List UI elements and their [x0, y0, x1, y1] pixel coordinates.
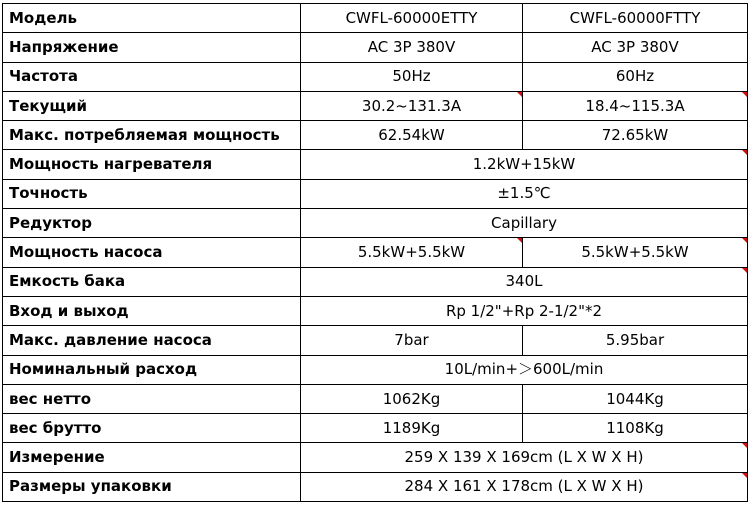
value-frequency-ftty: 60Hz — [523, 62, 748, 91]
comment-marker — [742, 92, 747, 97]
table-row — [3, 443, 748, 472]
value-inlet-outlet: Rp 1/2"+Rp 2-1/2"*2 — [301, 296, 748, 325]
table-row — [3, 326, 748, 355]
value-heater-power: 1.2kW+15kW — [301, 150, 748, 179]
table-row — [3, 150, 748, 179]
value-pump-power-etty: 5.5kW+5.5kW — [301, 238, 523, 267]
row-label: вес брутто — [3, 414, 301, 443]
comment-marker — [517, 92, 522, 97]
comment-marker — [742, 150, 747, 155]
table-row — [3, 355, 748, 384]
value-rated-flow: 10L/min+＞600L/min — [301, 355, 748, 384]
value-model-etty: CWFL-60000ETTY — [301, 4, 523, 33]
table-row — [3, 209, 748, 238]
value-voltage-etty: AC 3P 380V — [301, 33, 523, 62]
value-package-dimensions: 284 X 161 X 178cm (L X W X H) — [301, 472, 748, 501]
table-row — [3, 414, 748, 443]
comment-marker — [742, 443, 747, 448]
comment-marker — [742, 473, 747, 478]
table-row — [3, 33, 748, 62]
value-accuracy: ±1.5℃ — [301, 179, 748, 208]
comment-marker — [742, 238, 747, 243]
table-row — [3, 472, 748, 501]
value-max-pump-pressure-ftty: 5.95bar — [523, 326, 748, 355]
value-dimensions: 259 X 139 X 169cm (L X W X H) — [301, 443, 748, 472]
value-net-weight-etty: 1062Kg — [301, 384, 523, 413]
row-label: Напряжение — [3, 33, 301, 62]
row-label: Вход и выход — [3, 296, 301, 325]
row-label: Редуктор — [3, 209, 301, 238]
row-label: Частота — [3, 62, 301, 91]
comment-marker — [742, 268, 747, 273]
row-label: Текущий — [3, 91, 301, 120]
row-label: Макс. потребляемая мощность — [3, 121, 301, 150]
row-label: Мощность нагревателя — [3, 150, 301, 179]
row-label: Измерение — [3, 443, 301, 472]
value-max-power-etty: 62.54kW — [301, 121, 523, 150]
specification-table — [2, 3, 748, 502]
table-row — [3, 62, 748, 91]
row-label: Размеры упаковки — [3, 472, 301, 501]
row-label: Макс. давление насоса — [3, 326, 301, 355]
comment-marker — [517, 238, 522, 243]
row-label: Емкость бака — [3, 267, 301, 296]
value-net-weight-ftty: 1044Kg — [523, 384, 748, 413]
table-row — [3, 267, 748, 296]
table-row — [3, 91, 748, 120]
row-label: вес нетто — [3, 384, 301, 413]
value-frequency-etty: 50Hz — [301, 62, 523, 91]
value-current-ftty: 18.4~115.3A — [523, 91, 748, 120]
row-label: Модель — [3, 4, 301, 33]
value-reducer: Capillary — [301, 209, 748, 238]
table-row — [3, 238, 748, 267]
value-gross-weight-etty: 1189Kg — [301, 414, 523, 443]
value-pump-power-ftty: 5.5kW+5.5kW — [523, 238, 748, 267]
table-row — [3, 121, 748, 150]
row-label: Мощность насоса — [3, 238, 301, 267]
value-voltage-ftty: AC 3P 380V — [523, 33, 748, 62]
table-row — [3, 179, 748, 208]
value-max-pump-pressure-etty: 7bar — [301, 326, 523, 355]
row-label: Точность — [3, 179, 301, 208]
value-max-power-ftty: 72.65kW — [523, 121, 748, 150]
row-label: Номинальный расход — [3, 355, 301, 384]
table-row — [3, 4, 748, 33]
value-tank-capacity: 340L — [301, 267, 748, 296]
table-row — [3, 384, 748, 413]
table-row — [3, 296, 748, 325]
value-model-ftty: CWFL-60000FTTY — [523, 4, 748, 33]
value-current-etty: 30.2~131.3A — [301, 91, 523, 120]
value-gross-weight-ftty: 1108Kg — [523, 414, 748, 443]
